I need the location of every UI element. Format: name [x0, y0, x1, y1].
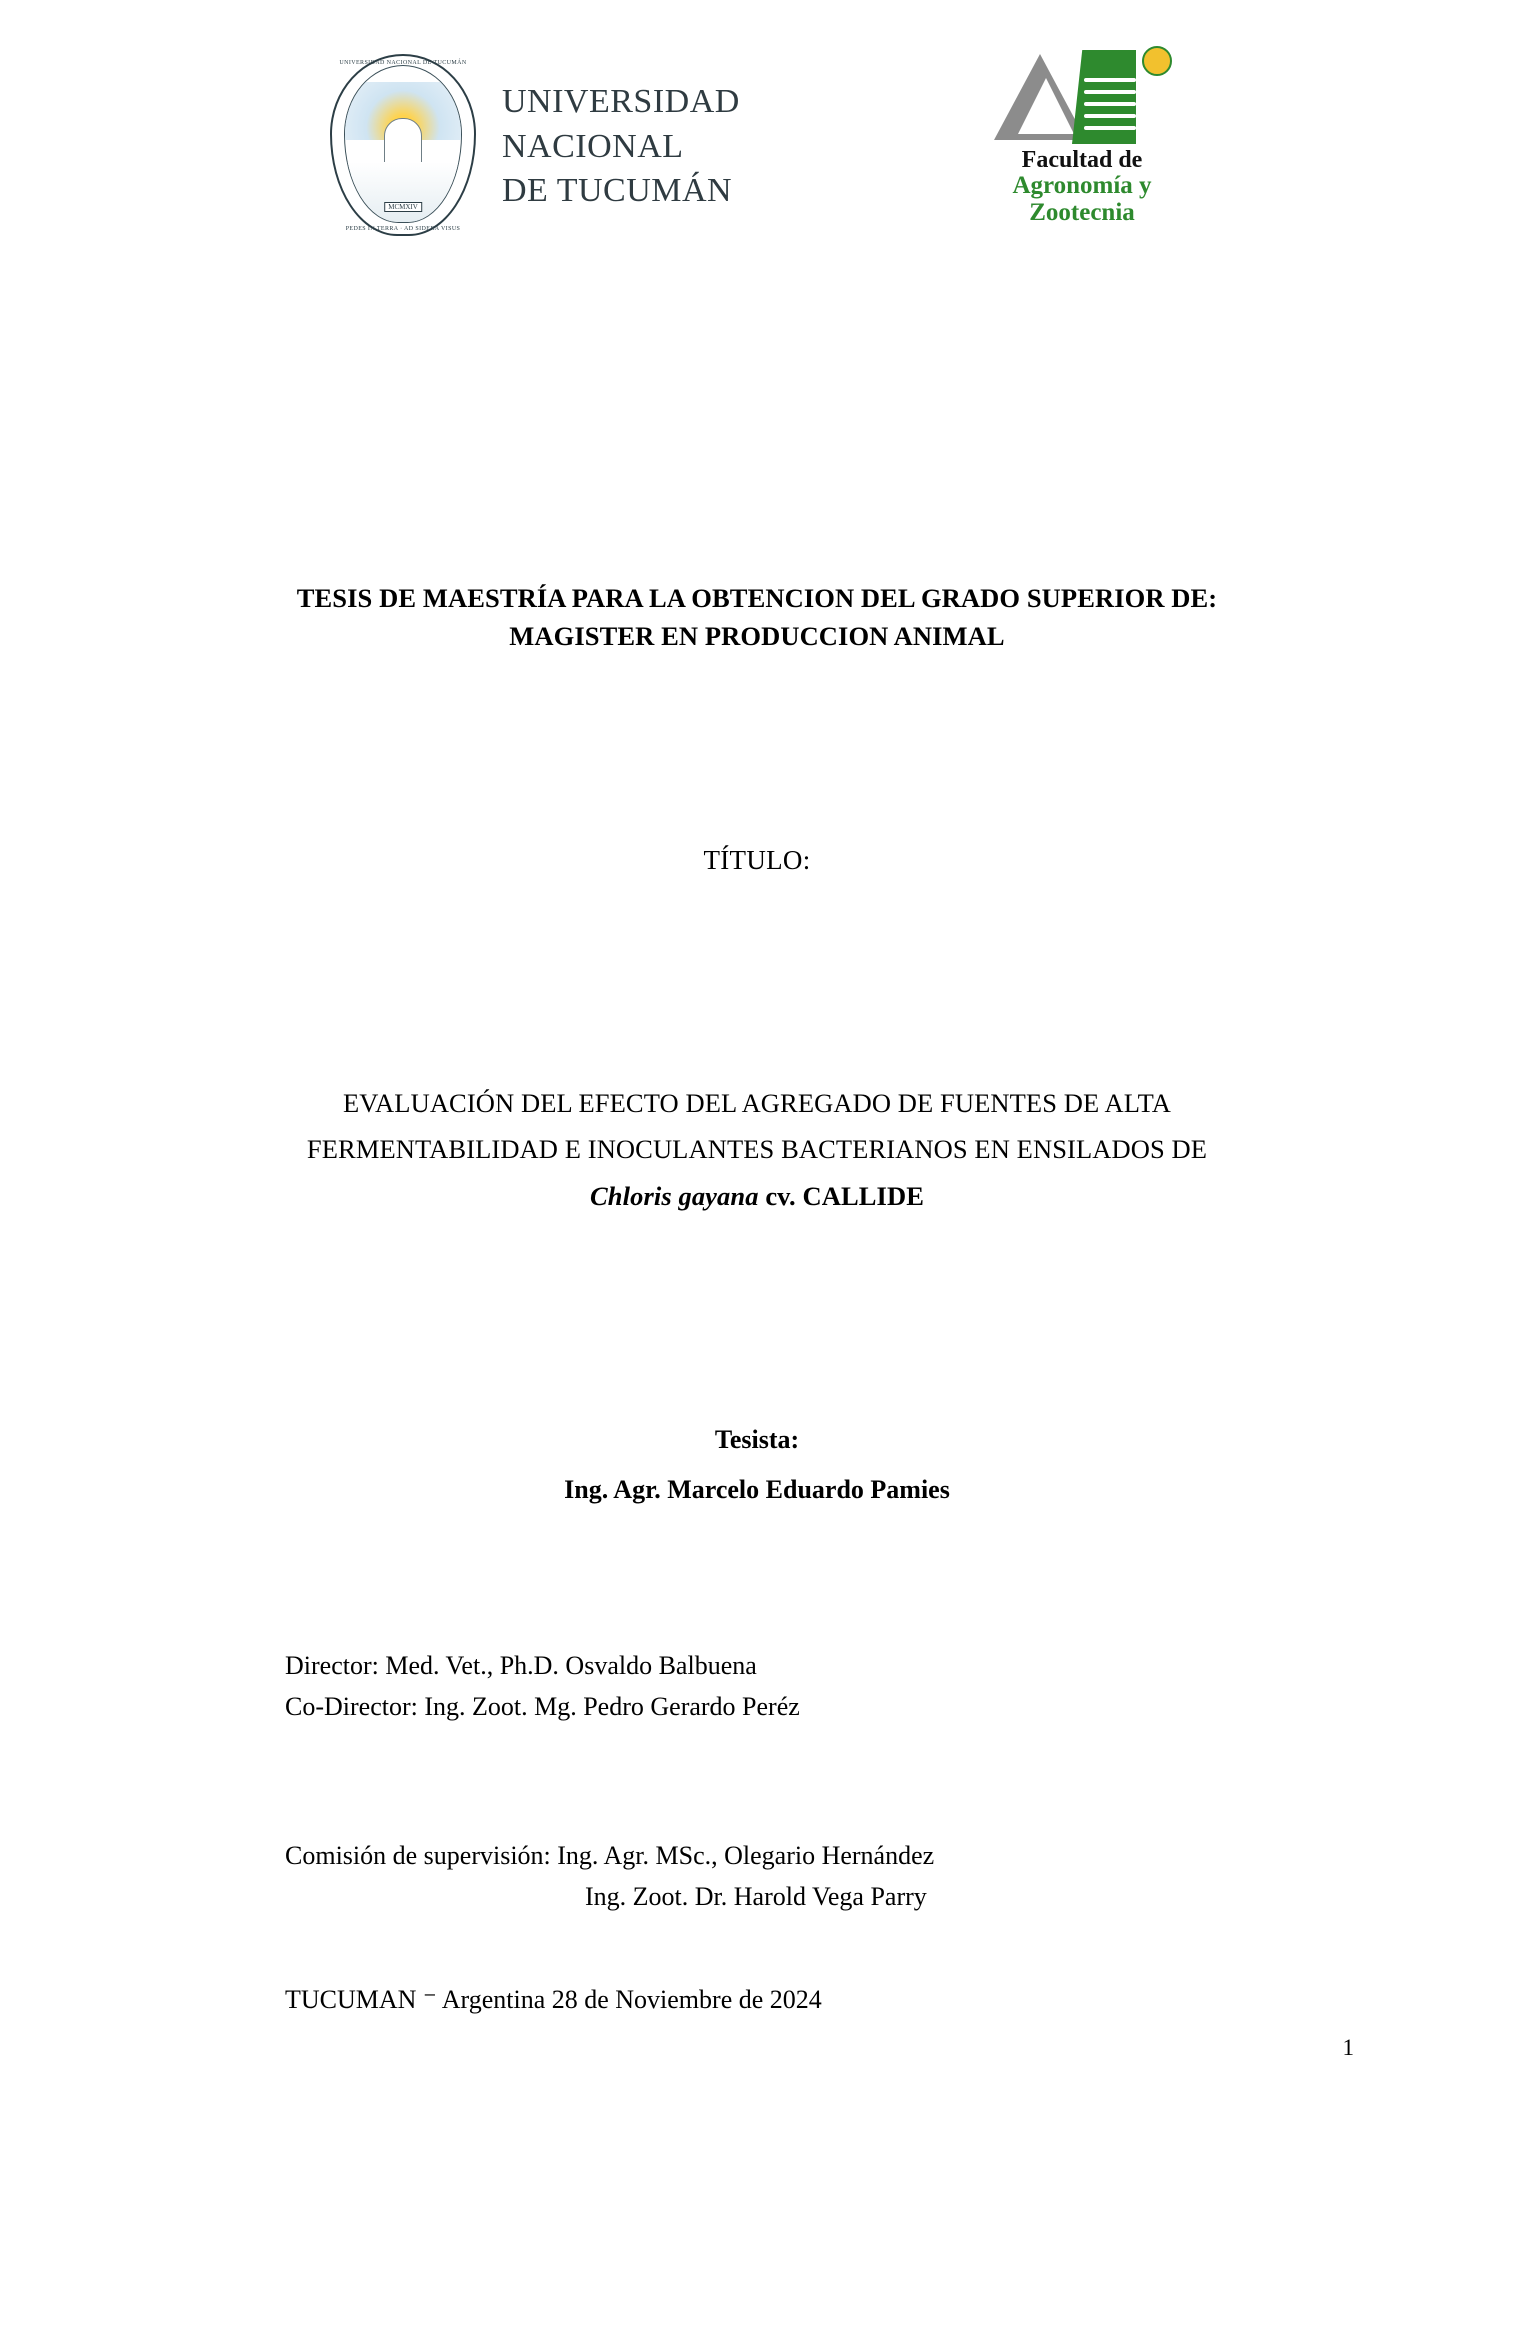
- place-and-date: TUCUMAN ⁻ Argentina 28 de Noviembre de 2024: [285, 1985, 822, 2014]
- faculty-name-line-1: Facultad de: [1021, 147, 1143, 173]
- unt-seal-year: MCMXIV: [384, 202, 422, 212]
- author-section: [0, 1425, 1514, 1505]
- faculty-emblem-icon: [988, 44, 1178, 154]
- title-label: TÍTULO:: [703, 845, 811, 875]
- faculty-logo: [970, 44, 1194, 224]
- university-name: [502, 80, 740, 215]
- university-name-line-3: DE TUCUMÁN: [502, 172, 733, 210]
- codirector-line: Co-Director: Ing. Zoot. Mg. Pedro Gerardo Peréz: [285, 1692, 800, 1722]
- faculty-name-line-2: Agronomía y: [1012, 172, 1152, 200]
- thesis-statement-line-2: MAGISTER EN PRODUCCION ANIMAL: [509, 620, 1005, 651]
- unt-seal-icon: [330, 54, 476, 240]
- thesis-title-cultivar: cv. CALLIDE: [765, 1180, 924, 1211]
- university-logo: [330, 54, 740, 240]
- university-name-line-1: UNIVERSIDAD: [502, 82, 740, 120]
- thesis-title-line-1: EVALUACIÓN DEL EFECTO DEL AGREGADO DE FUENTES DE ALTA: [342, 1088, 1172, 1118]
- thesis-title-species: Chloris gayana: [590, 1180, 759, 1211]
- faculty-name-line-3: Zootecnia: [1029, 198, 1135, 226]
- director-line: Director: Med. Vet., Ph.D. Osvaldo Balbuena: [285, 1651, 757, 1680]
- thesis-title-line-2: FERMENTABILIDAD E INOCULANTES BACTERIANOS EN ENSILADOS DE: [306, 1134, 1208, 1165]
- thesis-title: [0, 1080, 1514, 1219]
- unt-seal-ring-bottom-text: PEDES IN TERRA · AD SIDERA VISUS: [345, 226, 461, 232]
- document-header: [0, 44, 1514, 264]
- thesis-statement: [0, 580, 1514, 655]
- author-name: Ing. Agr. Marcelo Eduardo Pamies: [564, 1475, 950, 1504]
- author-label: Tesista:: [714, 1425, 800, 1454]
- supervision-committee-line-1: Comisión de supervisión: Ing. Agr. MSc., Olegario Hernández: [285, 1841, 935, 1870]
- faculty-name: [970, 148, 1194, 226]
- advisors: [285, 1645, 800, 1727]
- supervision-committee-line-2: Ing. Zoot. Dr. Harold Vega Parry: [585, 1882, 927, 1912]
- unt-seal-ring-top-text: UNIVERSIDAD NACIONAL DE TUCUMÁN: [339, 60, 467, 66]
- thesis-statement-line-1: TESIS DE MAESTRÍA PARA LA OBTENCION DEL GRADO SUPERIOR DE:: [296, 583, 1218, 613]
- university-name-line-2: NACIONAL: [502, 127, 684, 165]
- sun-icon: [1142, 46, 1172, 76]
- page-number: 1: [1342, 2035, 1354, 2060]
- supervision-committee: [285, 1835, 934, 1917]
- thesis-title-line-3: [0, 1173, 1514, 1219]
